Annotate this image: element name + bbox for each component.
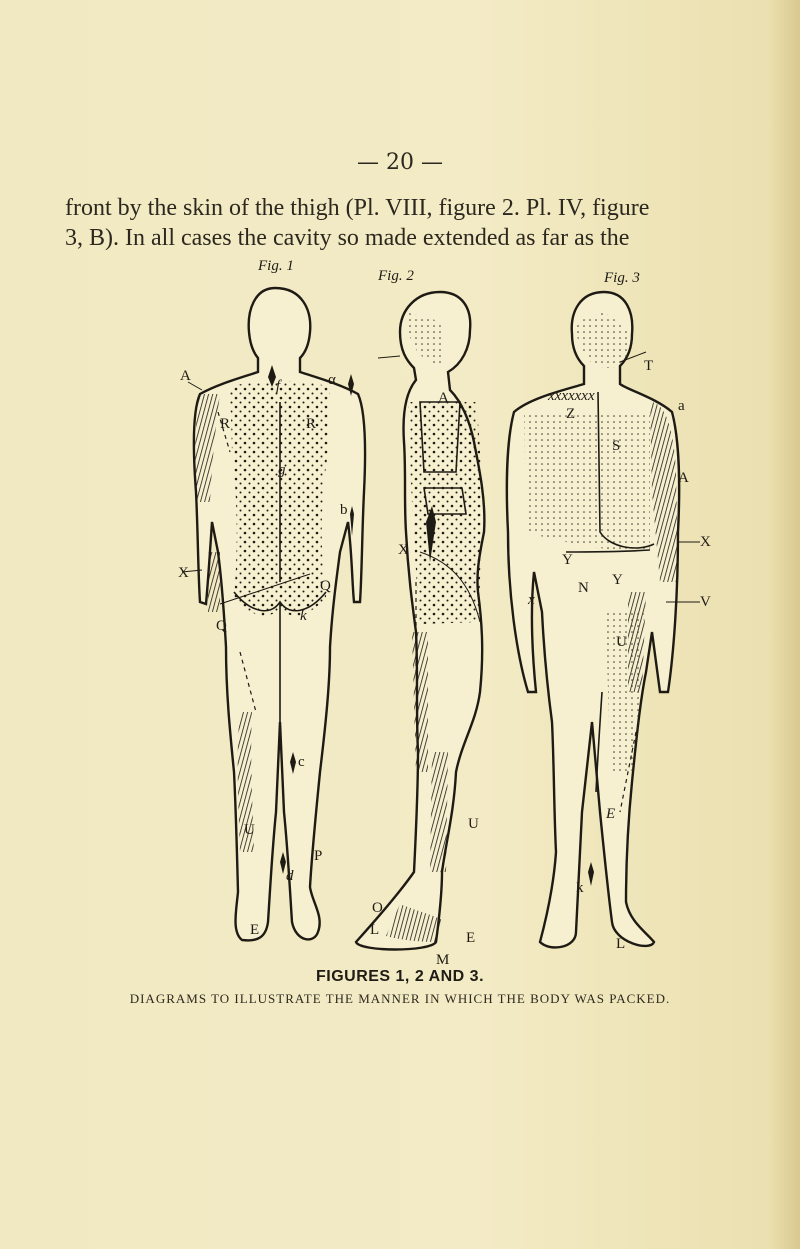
fig2-side-view bbox=[356, 268, 484, 968]
fig3-label-k: k bbox=[576, 880, 584, 896]
fig1-label-alpha: α bbox=[328, 372, 336, 388]
fig2-title: Fig. 2 bbox=[378, 268, 414, 284]
fig1-label-c: c bbox=[298, 754, 305, 770]
fig2-label-m: M bbox=[436, 952, 450, 968]
fig2-label-l: L bbox=[370, 922, 380, 938]
fig1-label-k: k bbox=[300, 608, 307, 624]
fig3-label-y-left: Y bbox=[562, 552, 573, 568]
fig1-label-x: X bbox=[178, 565, 189, 581]
fig1-label-q-left: Q bbox=[216, 618, 227, 634]
fig1-label-d: d bbox=[286, 868, 294, 884]
fig1-title: Fig. 1 bbox=[258, 258, 294, 274]
fig3-label-x: X bbox=[700, 534, 711, 550]
fig3-label-z: Z bbox=[566, 406, 576, 422]
fig1-label-r-right: R bbox=[306, 416, 317, 432]
fig3-label-y-right: Y bbox=[612, 572, 623, 588]
fig2-arrow-head bbox=[378, 356, 400, 358]
fig3-label-s: S bbox=[612, 438, 621, 454]
fig3-label-l: L bbox=[616, 936, 626, 952]
fig3-label-u: U bbox=[616, 634, 627, 650]
fig1-label-q-right: Q bbox=[320, 578, 331, 594]
figure-subcaption: DIAGRAMS TO ILLUSTRATE THE MANNER IN WHICH THE BODY WAS PACKED. bbox=[129, 991, 671, 1006]
anatomical-figure-plate bbox=[180, 252, 725, 967]
page-number: — 20 — bbox=[357, 150, 443, 175]
fig3-torso-dots bbox=[524, 412, 650, 552]
fig3-front-view bbox=[507, 270, 711, 952]
fig2-label-u: U bbox=[468, 816, 479, 832]
fig3-label-a-lower: a bbox=[678, 398, 685, 414]
figure-caption: FIGURES 1, 2 AND 3. bbox=[315, 968, 485, 985]
fig3-label-t: T bbox=[644, 358, 654, 374]
fig1-label-f: f bbox=[276, 378, 281, 394]
fig2-label-e: E bbox=[466, 930, 476, 946]
figure-drawing bbox=[180, 252, 725, 967]
body-text-line-1: front by the skin of the thigh (Pl. VIII, figure 2. Pl. IV, figure bbox=[65, 195, 650, 221]
fig2-hatch-calf bbox=[430, 752, 448, 872]
fig1-label-b: b bbox=[340, 502, 348, 518]
fig2-label-o: O bbox=[372, 900, 383, 916]
fig2-label-a: A bbox=[438, 390, 449, 406]
fig3-label-xmarks: xxxxxxx bbox=[548, 388, 595, 404]
fig3-incision-k bbox=[588, 862, 594, 886]
fig1-label-r-left: R bbox=[220, 416, 231, 432]
fig2-label-x: X bbox=[398, 542, 409, 558]
fig2-packed-torso bbox=[408, 402, 482, 624]
fig1-hatch-hip bbox=[208, 552, 220, 612]
fig3-title: Fig. 3 bbox=[604, 270, 640, 286]
fig2-hatch-thigh bbox=[412, 632, 428, 772]
fig1-label-u: U bbox=[244, 822, 255, 838]
fig3-label-a: A bbox=[678, 470, 689, 486]
fig3-label-v: V bbox=[700, 594, 711, 610]
fig1-label-p: P bbox=[314, 848, 323, 864]
fig1-back-view bbox=[178, 258, 365, 940]
body-text-line-2: 3, B). In all cases the cavity so made extended as far as the bbox=[65, 225, 630, 251]
fig1-label-a: A bbox=[180, 368, 191, 384]
fig1-label-e: E bbox=[250, 922, 260, 938]
fig3-label-e: E bbox=[606, 806, 616, 822]
fig1-label-g: g bbox=[278, 462, 286, 478]
body-text bbox=[65, 193, 715, 253]
fig3-label-x-mark: x bbox=[528, 592, 535, 608]
fig3-label-n: N bbox=[578, 580, 589, 596]
